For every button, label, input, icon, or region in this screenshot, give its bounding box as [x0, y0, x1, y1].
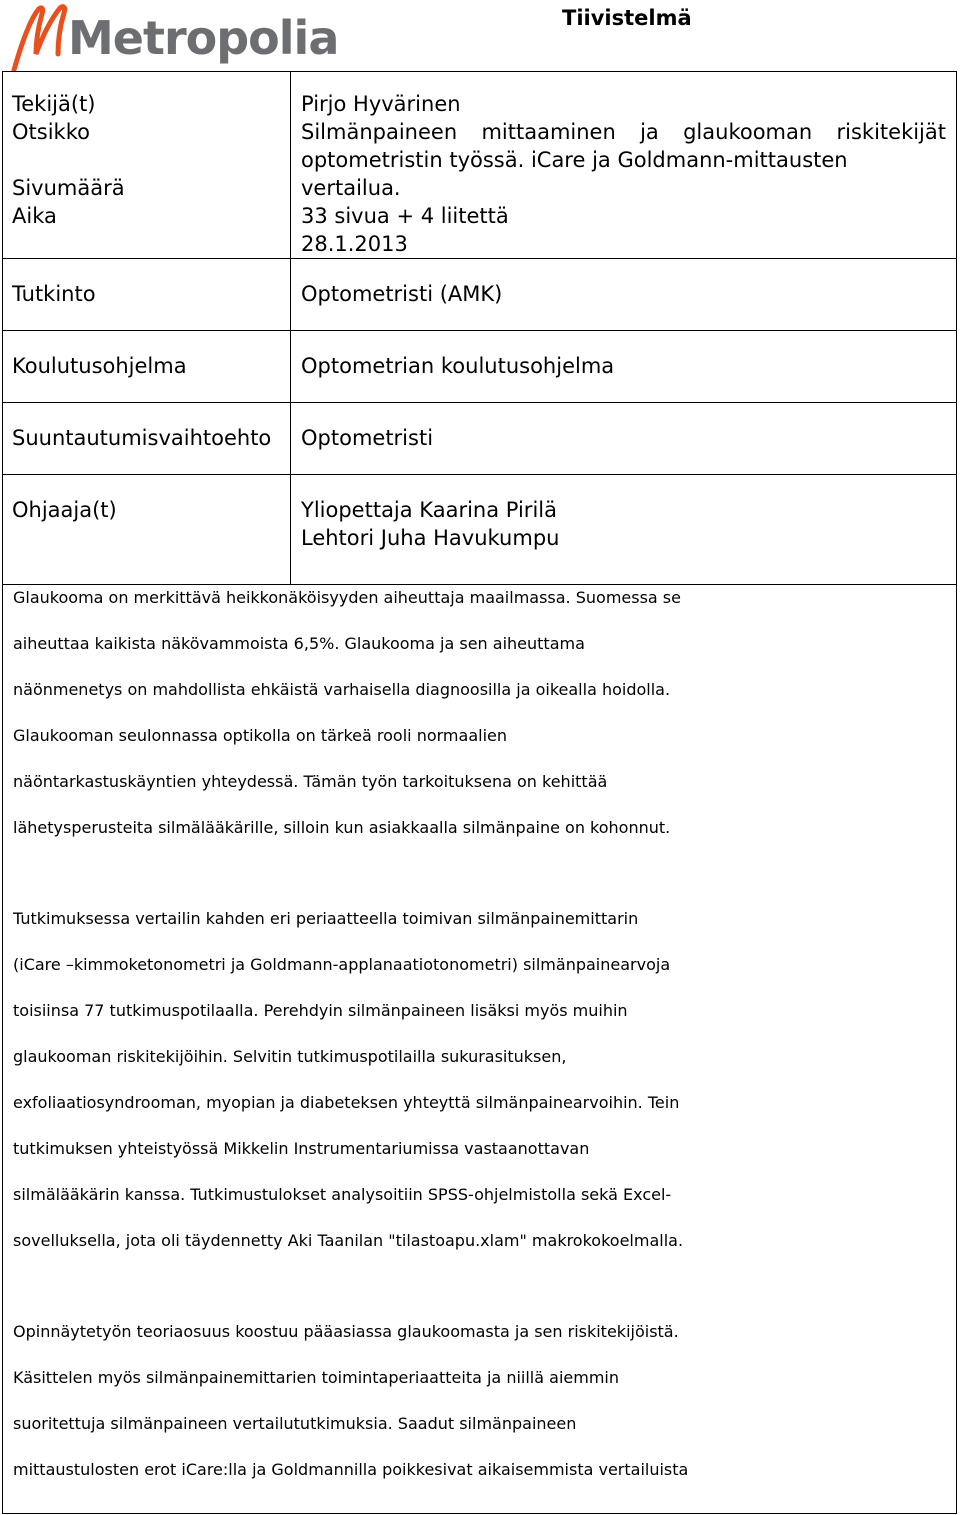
- paragraph-line: sovelluksella, jota oli täydennetty Aki Taanilan "tilastoapu.xlam" makrokokoelmalla.: [13, 1231, 684, 1250]
- paragraph-line: glaukooman riskitekijöihin. Selvitin tutkimuspotilailla sukurasituksen,: [13, 1047, 567, 1066]
- table-row: [3, 259, 957, 331]
- spacer: [12, 146, 290, 174]
- paragraph-line: mittaustulosten erot iCare:lla ja Goldmannilla poikkesivat aikaisemmista vertailuista: [13, 1460, 689, 1479]
- programme-value: Optometrian koulutusohjelma: [291, 331, 957, 403]
- paragraph-line: Opinnäytetyön teoriaosuus koostuu pääasiassa glaukoomasta ja sen riskitekijöistä.: [13, 1322, 679, 1341]
- supervisors-value: [291, 475, 957, 585]
- specialisation-value: Optometristi: [291, 403, 957, 475]
- supervisor-2: Lehtori Juha Havukumpu: [301, 526, 560, 550]
- logo-wordmark: Metropolia: [68, 11, 339, 65]
- paragraph-line: lähetysperusteita silmälääkärille, silloin kun asiakkaalla silmänpaine on kohonnut.: [13, 818, 671, 837]
- pages-value: 33 sivua + 4 liitettä: [301, 204, 509, 228]
- title-value-line-2: optometristin työssä. iCare ja Goldmann-mittausten vertailua.: [301, 148, 848, 200]
- paragraph-line: suoritettuja silmänpaineen vertailututkimuksia. Saadut silmänpaineen: [13, 1414, 577, 1433]
- paragraph-line: toisiinsa 77 tutkimuspotilaalla. Perehdyin silmänpaineen lisäksi myös muihin: [13, 1001, 628, 1020]
- thesis-info-table: [2, 71, 957, 585]
- table-row: [3, 475, 957, 585]
- table-row: [3, 403, 957, 475]
- supervisors-label: Ohjaaja(t): [3, 475, 291, 585]
- abstract-paragraph-1: [13, 575, 946, 851]
- paragraph-line: tutkimuksen yhteistyössä Mikkelin Instrumentariumissa vastaanottavan: [13, 1139, 590, 1158]
- specialisation-label: Suuntautumisvaihtoehto: [3, 403, 291, 475]
- degree-label: Tutkinto: [3, 259, 291, 331]
- paragraph-line: Glaukooman seulonnassa optikolla on tärkeä rooli normaalien: [13, 726, 507, 745]
- author-value: Pirjo Hyvärinen: [301, 92, 461, 116]
- abstract-box: [2, 569, 957, 1514]
- pages-label: Sivumäärä: [12, 176, 125, 200]
- abstract-paragraph-2: [13, 896, 946, 1264]
- title-label: Otsikko: [12, 120, 90, 144]
- abstract-paragraph-3: [13, 1309, 946, 1493]
- table-row: [3, 331, 957, 403]
- metropolia-logo: [8, 2, 339, 72]
- paragraph-line: aiheuttaa kaikista näkövammoista 6,5%. Glaukooma ja sen aiheuttama: [13, 634, 585, 653]
- paragraph-line: Glaukooma on merkittävä heikkonäköisyyden aiheuttaja maailmassa. Suomessa se: [13, 588, 681, 607]
- date-label: Aika: [12, 204, 57, 228]
- value-cell: [291, 72, 957, 259]
- paragraph-line: (iCare –kimmoketonometri ja Goldmann-applanaatiotonometri) silmänpainearvoja: [13, 955, 671, 974]
- paragraph-line: exfoliaatiosyndrooman, myopian ja diabeteksen yhteyttä silmänpainearvoihin. Tein: [13, 1093, 680, 1112]
- paragraph-line: silmälääkärin kanssa. Tutkimustulokset analysoitiin SPSS-ohjelmistolla sekä Excel-: [13, 1185, 672, 1204]
- label-cell: [3, 72, 291, 259]
- title-value-line-1: Silmänpaineen mittaaminen ja glaukooman riskitekijät: [301, 120, 946, 144]
- supervisor-1: Yliopettaja Kaarina Pirilä: [301, 498, 557, 522]
- document-type-heading: Tiivistelmä: [562, 6, 692, 30]
- date-value: 28.1.2013: [301, 232, 408, 256]
- author-label: Tekijä(t): [12, 92, 96, 116]
- paragraph-line: Tutkimuksessa vertailin kahden eri periaatteella toimivan silmänpainemittarin: [13, 909, 639, 928]
- programme-label: Koulutusohjelma: [3, 331, 291, 403]
- table-row: [3, 72, 957, 259]
- paragraph-line: näöntarkastuskäyntien yhteydessä. Tämän työn tarkoituksena on kehittää: [13, 772, 608, 791]
- degree-value: Optometristi (AMK): [291, 259, 957, 331]
- paragraph-line: Käsittelen myös silmänpainemittarien toimintaperiaatteita ja niillä aiemmin: [13, 1368, 619, 1387]
- paragraph-line: näönmenetys on mahdollista ehkäistä varhaisella diagnoosilla ja oikealla hoidolla.: [13, 680, 671, 699]
